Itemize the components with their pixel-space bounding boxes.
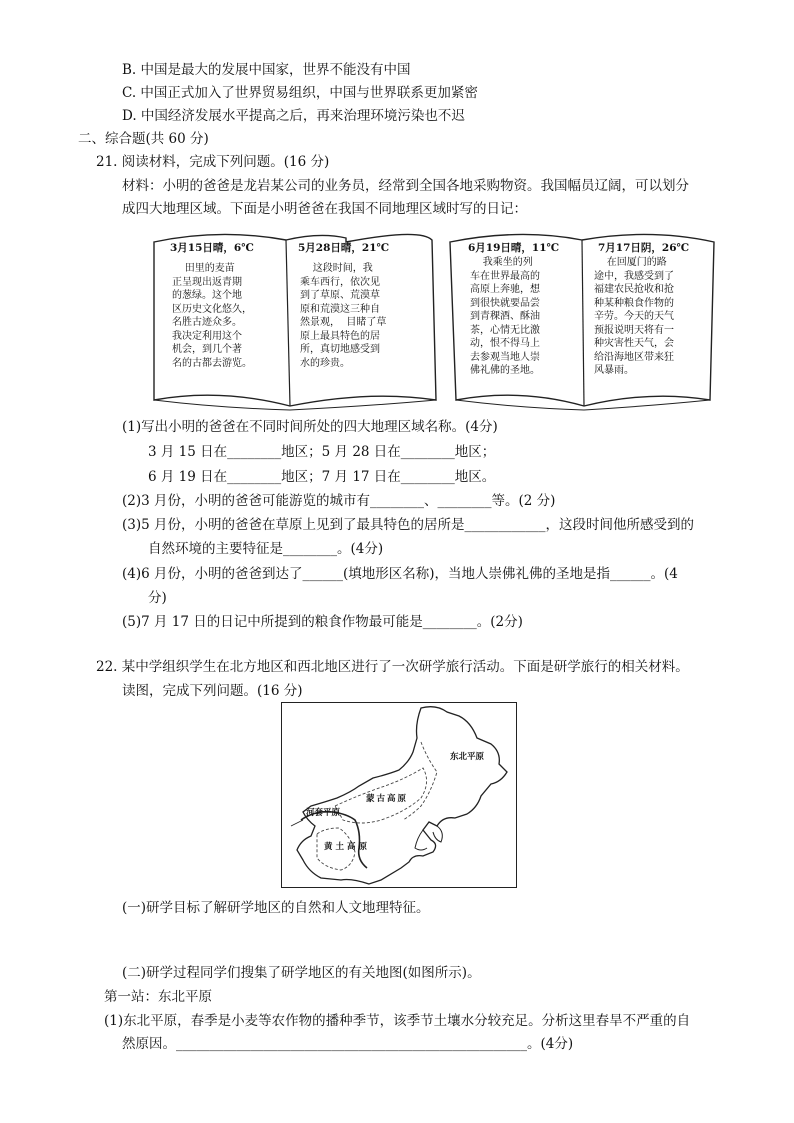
q22-sub1-line1: (1)东北平原，春季是小麦等农作物的播种季节，该季节土壤水分较充足。分析这里春旱不严重的自 (104, 1013, 691, 1029)
q21-sub4-line1: (4)6 月份，小明的爸爸到达了______(填地形区名称)，当地人崇佛礼佛的圣地是指______。(4 (122, 566, 678, 582)
q22-stem-line1: 22. 某中学组织学生在北方地区和西北地区进行了一次研学旅行活动。下面是研学旅行的相关材料。 (96, 659, 689, 675)
q21-sub3-line2: 自然环境的主要特征是________。(4分) (148, 541, 384, 557)
diary-4-header: 7月17日阴，26℃ (598, 242, 690, 254)
q21-sub1-blank-a: 3 月 15 日在________地区；5 月 28 日在________地区； (148, 444, 496, 460)
q21-sub5: (5)7 月 17 日的日记中所提到的粮食作物最可能是________。(2分) (122, 614, 523, 630)
option-c: C. 中国正式加入了世界贸易组织，中国与世界联系更加紧密 (122, 85, 478, 101)
diary-4-text: 在回厦门的路 途中，我感受到了 福建农民抢收和抢 种某种粮食作物的 辛劳。今天的天气 预报说明天将有一 种灾害性天气，会 给沿海地区带来狂 风暴雨。 (594, 257, 674, 376)
section-title: 二、综合题(共 60 分) (78, 131, 209, 147)
q21-material-line1: 材料：小明的爸爸是龙岩某公司的业务员，经常到全国各地采购物资。我国幅员辽阔，可以划分 (122, 178, 689, 194)
q22-stem-line2: 读图，完成下列问题。(16 分) (122, 683, 303, 699)
option-d: D. 中国经济发展水平提高之后，再来治理环境污染也不迟 (122, 108, 465, 124)
q21-sub4-line2: 分) (148, 590, 167, 606)
map-label-mongolian-plateau: 蒙古高原 (366, 794, 409, 804)
map-label-loess-plateau: 黄土高原 (324, 842, 371, 852)
option-b: B. 中国是最大的发展中国家，世界不能没有中国 (122, 62, 411, 78)
q21-sub2: (2)3 月份，小明的爸爸可能游览的城市有________、________等。(2 分) (122, 493, 556, 509)
q21-sub1: (1)写出小明的爸爸在不同时间所处的四大地理区域名称。(4分) (122, 419, 498, 435)
map-label-northeast-plain: 东北平原 (450, 752, 485, 762)
q22-station1: 第一站：东北平原 (104, 989, 212, 1005)
diary-2-text: 这段时间，我 乘车西行，依次见 到了草原、荒漠草 原和荒漠这三种自 然景观， 目睹了草 原上最具特色的居 所，真切地感受到 水的珍贵。 (300, 263, 387, 369)
q21-sub1-blank-b: 6 月 19 日在________地区；7 月 17 日在________地区。 (148, 469, 496, 485)
q21-stem: 21. 阅读材料，完成下列问题。(16 分) (96, 154, 330, 170)
q21-material-line2: 成四大地理区域。下面是小明爸爸在我国不同地理区域时写的日记： (122, 201, 527, 217)
diary-2-header: 5月28日晴，21℃ (298, 242, 390, 254)
diary-3-text: 我乘坐的列 车在世界最高的 高原上奔驰，想 到很快就要品尝 到青稞酒、酥油 茶，心情无比激 动，恨不得马上 去参观当地人崇 佛礼佛的圣地。 (470, 257, 540, 376)
q22-goal: (一)研学目标了解研学地区的自然和人文地理特征。 (122, 900, 430, 916)
q21-sub3-line1: (3)5 月份，小明的爸爸在草原上见到了最具特色的居所是____________，这段时间他所感受到的 (122, 517, 695, 533)
diary-1-text: 田里的麦苗 正呈现出返青期 的葱绿。这个地 区历史文化悠久， 名胜古迹众多。 我决定利用这个 机会，到几个著 名的古都去游览。 (172, 263, 252, 369)
map-label-hetao-plain: 河套平原 (306, 808, 341, 818)
q22-process: (二)研学过程同学们搜集了研学地区的有关地图(如图所示)。 (122, 965, 481, 981)
diary-1-header: 3月15日晴，6℃ (170, 242, 254, 254)
diary-3-header: 6月19日晴，11℃ (468, 242, 560, 254)
q22-sub1-line2: 然原因。____________________________________________________。(4分) (122, 1036, 574, 1052)
